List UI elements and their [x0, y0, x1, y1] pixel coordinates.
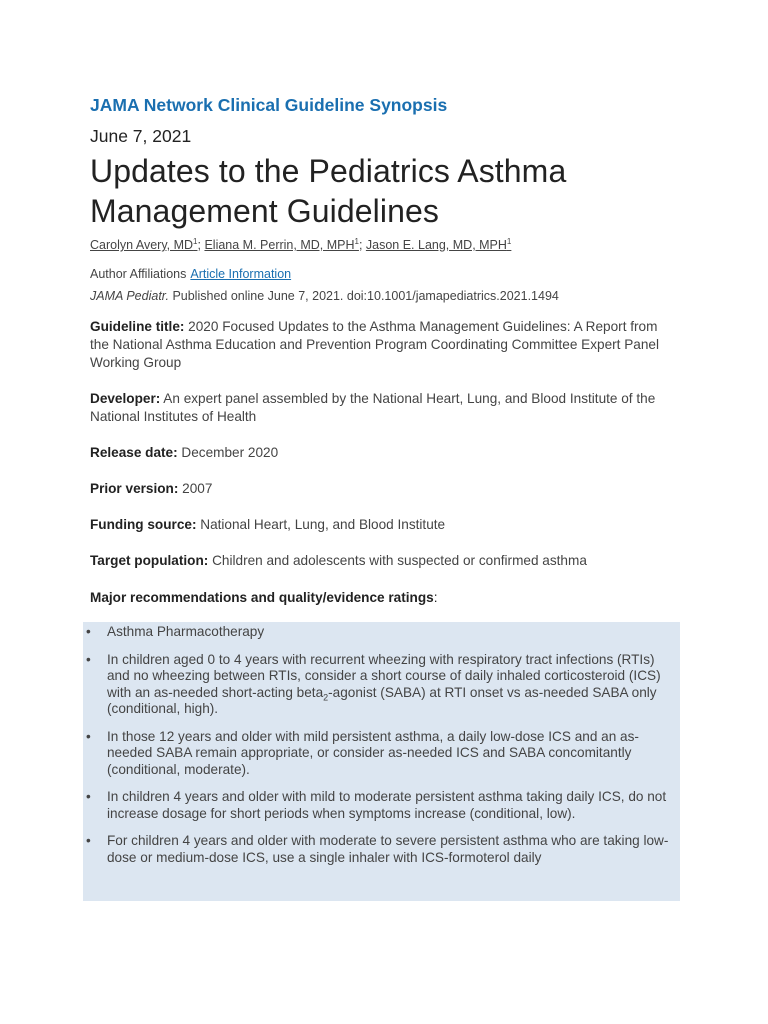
citation-line	[90, 288, 690, 304]
bullet-icon: •	[86, 728, 91, 744]
affiliation-marker: 1	[354, 236, 359, 246]
field-value: 2007	[178, 481, 213, 496]
list-item: • In those 12 years and older with mild persistent asthma, a daily low-dose ICS and an as-needed SABA remain appropriate, or consider as-needed ICS and SABA concomitantly (conditional, moderate).	[86, 728, 639, 777]
bullet-icon: •	[86, 789, 91, 804]
title-line-2: Management Guidelines	[90, 193, 439, 229]
bullet-icon: •	[86, 651, 91, 667]
affiliation-marker: 1	[193, 236, 198, 246]
field-label: Release date:	[90, 445, 178, 460]
field-label: Target population:	[90, 553, 209, 568]
recommendations-list	[83, 624, 680, 866]
affiliation-marker: 1	[506, 236, 512, 246]
title-line-1: Updates to the Pediatrics Asthma	[90, 153, 567, 189]
citation-details: Published online June 7, 2021. doi:10.1001/jamapediatrics.2021.1494	[168, 289, 559, 303]
list-item: • Asthma Pharmacotherapy	[86, 624, 265, 639]
field-label: Developer:	[90, 391, 161, 406]
article-type-kicker[interactable]: JAMA Network Clinical Guideline Synopsis	[90, 95, 448, 115]
recommendations-heading: Major recommendations and quality/evidence ratings:	[90, 590, 438, 605]
author-separator: ;	[197, 238, 205, 252]
list-item: • For children 4 years and older with moderate to severe persistent asthma who are taking low-dose or medium-dose ICS, use a single inhaler with ICS-formoterol daily	[86, 833, 669, 865]
author-link[interactable]: Carolyn Avery, $MD^1$	[90, 236, 198, 252]
bullet-icon: •	[86, 624, 91, 639]
field-value: An expert panel assembled by the National Heart, Lung, and Blood Institute of the National Institutes of Health	[90, 391, 656, 424]
field-label: Prior version:	[90, 481, 179, 496]
affiliations-label[interactable]: Author Affiliations	[90, 267, 187, 281]
author-link[interactable]: Jason E. Lang, MD, MPH$^1$	[365, 236, 512, 252]
list-item: • In children aged 0 to 4 years with recurrent wheezing with respiratory tract infections (RTIs) and no wheezing between RTIs, consider a short course of daily inhaled corticosteroid (ICS) with an as-needed short-acting beta$_2$-agonist (SABA) at RTI onset vs as-needed SABA only (conditional, high).	[86, 651, 661, 716]
field-label: Guideline title:	[90, 319, 185, 334]
recommendations-box	[83, 622, 680, 901]
guideline-title-field	[90, 318, 680, 372]
release-date-field	[90, 444, 680, 462]
author-affiliations	[90, 266, 690, 282]
author-separator: ;	[358, 238, 366, 252]
author-link[interactable]: Eliana M. Perrin, MD, MPH$^1$	[204, 236, 359, 252]
funding-source-field	[90, 516, 680, 534]
article	[90, 90, 690, 607]
page-title	[90, 151, 690, 231]
publication-date: June 7, 2021	[90, 126, 192, 146]
developer-field	[90, 390, 680, 426]
target-population-field	[90, 552, 680, 570]
article-information-link[interactable]: Article Information	[190, 267, 292, 281]
journal-name: JAMA Pediatr.	[90, 289, 169, 303]
field-value: Children and adolescents with suspected or confirmed asthma	[208, 553, 587, 568]
author-list	[90, 237, 690, 253]
field-value: National Heart, Lung, and Blood Institute	[196, 517, 446, 532]
list-item: • In children 4 years and older with mild to moderate persistent asthma taking daily ICS, do not increase dosage for short periods when symptoms increase (conditional, low).	[86, 789, 667, 821]
bullet-icon: •	[86, 833, 91, 848]
field-value: 2020 Focused Updates to the Asthma Management Guidelines: A Report from the National Asthma Education and Prevention Program Coordinating Committee Expert Panel Working Group	[90, 319, 659, 370]
field-label: Funding source:	[90, 517, 197, 532]
prior-version-field	[90, 480, 680, 498]
field-value: December 2020	[177, 445, 279, 460]
